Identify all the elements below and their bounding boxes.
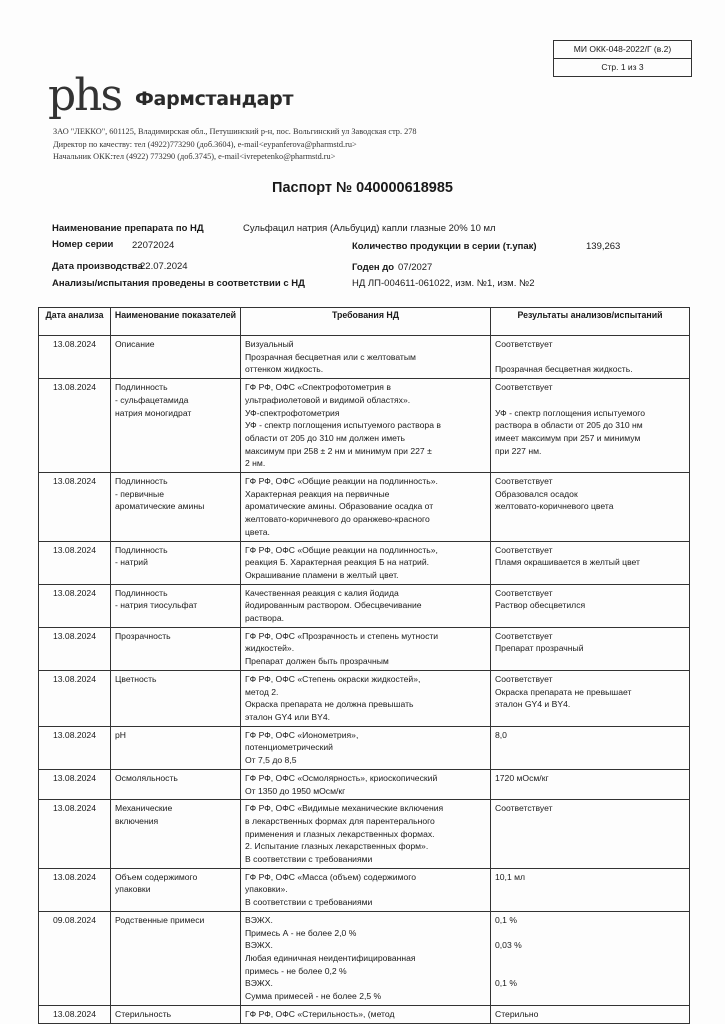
- cell-parameter-line: Описание: [115, 339, 155, 349]
- cell-result-line: раствора в области от 205 до 310 нм: [495, 420, 643, 431]
- cell-parameter-line: Подлинность: [115, 476, 168, 487]
- cell-date: 13.08.2024: [39, 670, 111, 726]
- quantity-label: Количество продукции в серии (т.упак): [352, 241, 537, 252]
- cell-parameter: [111, 584, 241, 627]
- cell-result-line: эталон GY4 и BY4.: [495, 699, 571, 710]
- analysis-results-table: [38, 307, 690, 1024]
- document-code: МИ ОКК-048-2022/Г (в.2): [573, 44, 672, 54]
- cell-result: [491, 1005, 690, 1023]
- table-row: [39, 379, 690, 473]
- cell-requirement-line: Окраска препарата не должна превышать: [245, 699, 414, 710]
- cell-result-line: 8,0: [495, 729, 507, 740]
- cell-parameter-line: Осмоляльность: [115, 772, 178, 783]
- series-value: 22072024: [132, 240, 175, 251]
- cell-result-line: Образовался осадок: [495, 488, 578, 499]
- page-counter: Стр. 1 из 3: [554, 58, 691, 76]
- cell-requirement-line: оттенком жидкость.: [245, 364, 324, 375]
- cell-parameter-line: Механические: [115, 803, 173, 814]
- cell-requirement-line: От 1350 до 1950 мОсм/кг: [245, 785, 346, 796]
- cell-parameter-line: - сульфацетамида: [115, 394, 189, 405]
- cell-parameter-line: - первичные: [115, 488, 165, 499]
- cell-date: 13.08.2024: [39, 627, 111, 670]
- cell-parameter-line: Родственные примеси: [115, 914, 205, 925]
- cell-requirement-line: максимум при 258 ± 2 нм и минимум при 227 ±: [245, 445, 432, 456]
- cell-date: 13.08.2024: [39, 473, 111, 542]
- cell-parameter-line: Подлинность: [115, 587, 168, 598]
- cell-parameter-line: Подлинность: [115, 544, 168, 555]
- cell-requirement-line: ГФ РФ, ОФС «Видимые механические включения: [245, 803, 444, 814]
- cell-requirement-line: ВЭЖХ.: [245, 978, 273, 989]
- cell-date: 13.08.2024: [39, 726, 111, 769]
- cell-parameter-line: pH: [115, 729, 126, 740]
- cell-parameter-line: ароматические амины: [115, 501, 205, 512]
- cell-requirement: [241, 336, 491, 379]
- cell-parameter: [111, 627, 241, 670]
- cell-date: 13.08.2024: [39, 1005, 111, 1023]
- cell-date: 13.08.2024: [39, 769, 111, 799]
- cell-parameter-line: Стерильность: [115, 1008, 172, 1019]
- cell-result: [491, 627, 690, 670]
- cell-result: [491, 769, 690, 799]
- cell-parameter: [111, 379, 241, 473]
- cell-requirement: [241, 769, 491, 799]
- cell-parameter-line: включения: [115, 815, 159, 826]
- cell-requirement-line: УФ - спектр поглощения испытуемого раствора в: [245, 420, 441, 431]
- cell-result-line: 0,03 %: [495, 940, 522, 951]
- cell-parameter-line: упаковки: [115, 884, 151, 895]
- cell-parameter-line: Подлинность: [115, 382, 168, 393]
- table-row: [39, 726, 690, 769]
- cell-result-line: [495, 952, 685, 965]
- cell-requirement: [241, 911, 491, 1005]
- cell-result: [491, 541, 690, 584]
- company-logo: [48, 70, 294, 121]
- cell-requirement-line: ароматические амины. Образование осадка от: [245, 501, 434, 512]
- cell-date: 09.08.2024: [39, 911, 111, 1005]
- cell-date: 13.08.2024: [39, 800, 111, 869]
- cell-result: [491, 800, 690, 869]
- cell-requirement-line: ГФ РФ, ОФС «Масса (объем) содержимого: [245, 871, 417, 882]
- cell-requirement-line: реакция Б. Характерная реакция Б на натрий.: [245, 557, 430, 568]
- cell-result-line: Пламя окрашивается в желтый цвет: [495, 557, 640, 568]
- cell-requirement: [241, 868, 491, 911]
- cell-requirement-line: От 7,5 до 8,5: [245, 755, 297, 766]
- cell-requirement-line: Визуальный: [245, 339, 294, 349]
- cell-result: [491, 584, 690, 627]
- cell-requirement: [241, 670, 491, 726]
- cell-requirement-line: Прозрачная бесцветная или с желтоватым: [245, 351, 416, 362]
- cell-result-line: 1720 мОсм/кг: [495, 772, 549, 783]
- cell-date: 13.08.2024: [39, 584, 111, 627]
- cell-parameter: [111, 726, 241, 769]
- cell-parameter: [111, 541, 241, 584]
- cell-result: [491, 670, 690, 726]
- expiry-value: 07/2027: [398, 262, 433, 273]
- quality-director-contact: Директор по качеству: тел (4922)773290 (доб.3604), e-mail<eypanferova@pharmstd.ru>: [53, 140, 357, 149]
- cell-result: [491, 336, 690, 379]
- cell-result-line: Препарат прозрачный: [495, 643, 584, 654]
- cell-requirement-line: ГФ РФ, ОФС «Осмолярность», криоскопический: [245, 772, 438, 783]
- cell-requirement-line: Характерная реакция на первичные: [245, 488, 390, 499]
- cell-requirement: [241, 726, 491, 769]
- cell-result-line: Соответствует: [495, 544, 553, 555]
- cell-result-line: желтовато-коричневого цвета: [495, 501, 614, 512]
- cell-parameter: [111, 769, 241, 799]
- cell-requirement-line: В соответствии с требованиями: [245, 897, 373, 908]
- table-row: [39, 1005, 690, 1023]
- table-row: [39, 473, 690, 542]
- cell-date: 13.08.2024: [39, 541, 111, 584]
- cell-requirement-line: применения и глазных лекарственных формах.: [245, 828, 435, 839]
- cell-requirement: [241, 800, 491, 869]
- cell-result-line: Соответствует: [495, 339, 553, 349]
- cell-result-line: [495, 927, 685, 940]
- cell-result-line: Соответствует: [495, 673, 553, 684]
- cell-result-line: 0,1 %: [495, 978, 517, 989]
- cell-result-line: имеет максимум при 257 и минимум: [495, 432, 641, 443]
- cell-result: [491, 473, 690, 542]
- table-row: [39, 336, 690, 379]
- cell-result-line: Соответствует: [495, 382, 553, 393]
- tests-standard-value: НД ЛП-004611-061022, изм. №1, изм. №2: [352, 278, 535, 289]
- company-address: ЗАО "ЛЕККО", 601125, Владимирская обл., Петушинский р-н, пос. Вольгинский ул Заводская стр. 278: [53, 127, 417, 136]
- cell-requirement-line: Сумма примесей - не более 2,5 %: [245, 991, 382, 1002]
- cell-date: 13.08.2024: [39, 379, 111, 473]
- cell-requirement-line: Качественная реакция с калия йодида: [245, 587, 399, 598]
- cell-parameter-line: Прозрачность: [115, 630, 171, 641]
- header-date: Дата анализа: [39, 308, 111, 336]
- table-row: [39, 769, 690, 799]
- cell-requirement-line: Любая единичная неидентифицированная: [245, 952, 416, 963]
- cell-result: [491, 868, 690, 911]
- cell-requirement-line: раствора.: [245, 613, 284, 624]
- cell-parameter: [111, 800, 241, 869]
- cell-date: 13.08.2024: [39, 336, 111, 379]
- cell-parameter: [111, 868, 241, 911]
- table-body: [39, 336, 690, 1024]
- header-requirements: Требования НД: [241, 308, 491, 336]
- table-row: [39, 911, 690, 1005]
- cell-result-line: Соответствует: [495, 803, 553, 814]
- cell-requirement-line: Окрашивание пламени в желтый цвет.: [245, 569, 399, 580]
- cell-result-line: Соответствует: [495, 630, 553, 641]
- cell-requirement-line: ГФ РФ, ОФС «Ионометрия»,: [245, 729, 359, 740]
- cell-requirement: [241, 541, 491, 584]
- cell-parameter: [111, 336, 241, 379]
- header-parameter: Наименование показателей: [111, 308, 241, 336]
- cell-requirement-line: желтовато-коричневого до оранжево-красного: [245, 514, 430, 525]
- cell-requirement-line: потенциометрический: [245, 742, 333, 753]
- expiry-label: Годен до: [352, 262, 395, 273]
- cell-result-line: [495, 965, 685, 978]
- cell-result: [491, 379, 690, 473]
- cell-requirement-line: ГФ РФ, ОФС «Общие реакции на подлинность»,: [245, 544, 438, 555]
- table-row: [39, 868, 690, 911]
- cell-requirement: [241, 1005, 491, 1023]
- qc-head-contact: Начальник ОКК:тел (4922) 773290 (доб.3745), e-mail<ivrepetenko@pharmstd.ru>: [53, 152, 336, 161]
- cell-result-line: при 227 нм.: [495, 445, 542, 456]
- cell-requirement-line: Примесь А - не более 2,0 %: [245, 927, 357, 938]
- cell-result-line: [495, 394, 685, 407]
- table-row: [39, 584, 690, 627]
- cell-requirement-line: цвета.: [245, 526, 270, 537]
- header-results: Результаты анализов/испытаний: [491, 308, 690, 336]
- table-row: [39, 670, 690, 726]
- tests-standard-label: Анализы/испытания проведены в соответствии с НД: [52, 278, 305, 289]
- series-label: Номер серии: [52, 239, 114, 250]
- cell-result-line: Раствор обесцветился: [495, 600, 586, 611]
- cell-result-line: Прозрачная бесцветная жидкость.: [495, 364, 633, 375]
- drug-name-label: Наименование препарата по НД: [52, 223, 204, 234]
- cell-requirement-line: 2 нм.: [245, 458, 266, 469]
- cell-requirement-line: УФ-спектрофотометрия: [245, 407, 340, 418]
- cell-requirement: [241, 627, 491, 670]
- cell-requirement-line: в лекарственных формах для парентерального: [245, 815, 435, 826]
- production-date-value: 22.07.2024: [140, 261, 188, 272]
- logo-monogram: phs: [48, 70, 122, 121]
- cell-parameter-line: натрия моногидрат: [115, 407, 192, 418]
- cell-result-line: Соответствует: [495, 587, 553, 598]
- cell-parameter: [111, 911, 241, 1005]
- cell-requirement-line: эталон GY4 или BY4.: [245, 711, 331, 722]
- cell-requirement-line: ВЭЖХ.: [245, 940, 273, 951]
- cell-requirement-line: йодированным раствором. Обесцвечивание: [245, 600, 422, 611]
- cell-result-line: Стерильно: [495, 1008, 539, 1019]
- table-row: [39, 627, 690, 670]
- cell-result-line: УФ - спектр поглощения испытуемого: [495, 407, 645, 418]
- cell-result: [491, 726, 690, 769]
- cell-requirement-line: ГФ РФ, ОФС «Степень окраски жидкостей»,: [245, 673, 421, 684]
- cell-requirement-line: 2. Испытание глазных лекарственных форм».: [245, 841, 429, 852]
- cell-parameter-line: - натрия тиосульфат: [115, 600, 198, 611]
- document-reference-box: [553, 40, 692, 77]
- production-date-label: Дата производства: [52, 261, 143, 272]
- cell-result-line: 10,1 мл: [495, 871, 526, 882]
- cell-requirement-line: ВЭЖХ.: [245, 914, 273, 925]
- cell-parameter-line: Цветность: [115, 673, 157, 684]
- table-row: [39, 800, 690, 869]
- cell-parameter: [111, 1005, 241, 1023]
- cell-requirement-line: жидкостей».: [245, 643, 295, 654]
- cell-requirement-line: ГФ РФ, ОФС «Прозрачность и степень мутности: [245, 630, 439, 641]
- cell-requirement-line: Препарат должен быть прозрачным: [245, 656, 389, 667]
- cell-date: 13.08.2024: [39, 868, 111, 911]
- cell-result-line: Окраска препарата не превышает: [495, 686, 632, 697]
- table-row: [39, 541, 690, 584]
- cell-result-line: Соответствует: [495, 476, 553, 487]
- cell-requirement-line: В соответствии с требованиями: [245, 854, 373, 865]
- quantity-value: 139,263: [586, 241, 621, 252]
- cell-requirement-line: упаковки».: [245, 884, 288, 895]
- cell-requirement-line: области от 205 до 310 нм должен иметь: [245, 432, 406, 443]
- cell-result: [491, 911, 690, 1005]
- cell-requirement-line: ГФ РФ, ОФС «Общие реакции на подлинность».: [245, 476, 438, 487]
- cell-parameter: [111, 473, 241, 542]
- cell-requirement: [241, 379, 491, 473]
- cell-parameter-line: Объем содержимого: [115, 871, 198, 882]
- cell-requirement-line: метод 2.: [245, 686, 279, 697]
- cell-requirement-line: ГФ РФ, ОФС «Спектрофотометрия в: [245, 382, 391, 393]
- cell-result-line: 0,1 %: [495, 914, 517, 925]
- cell-requirement: [241, 473, 491, 542]
- cell-requirement-line: ультрафиолетовой и видимой областях».: [245, 394, 411, 405]
- cell-parameter: [111, 670, 241, 726]
- cell-requirement-line: примесь - не более 0,2 %: [245, 965, 347, 976]
- drug-name-value: Сульфацил натрия (Альбуцид) капли глазные 20% 10 мл: [243, 223, 496, 234]
- cell-parameter-line: - натрий: [115, 557, 148, 568]
- logo-brand-name: Фармстандарт: [135, 88, 294, 110]
- cell-requirement-line: ГФ РФ, ОФС «Стерильность», (метод: [245, 1008, 395, 1019]
- passport-title: Паспорт № 040000618985: [272, 180, 453, 196]
- cell-result-line: [495, 351, 685, 364]
- cell-requirement: [241, 584, 491, 627]
